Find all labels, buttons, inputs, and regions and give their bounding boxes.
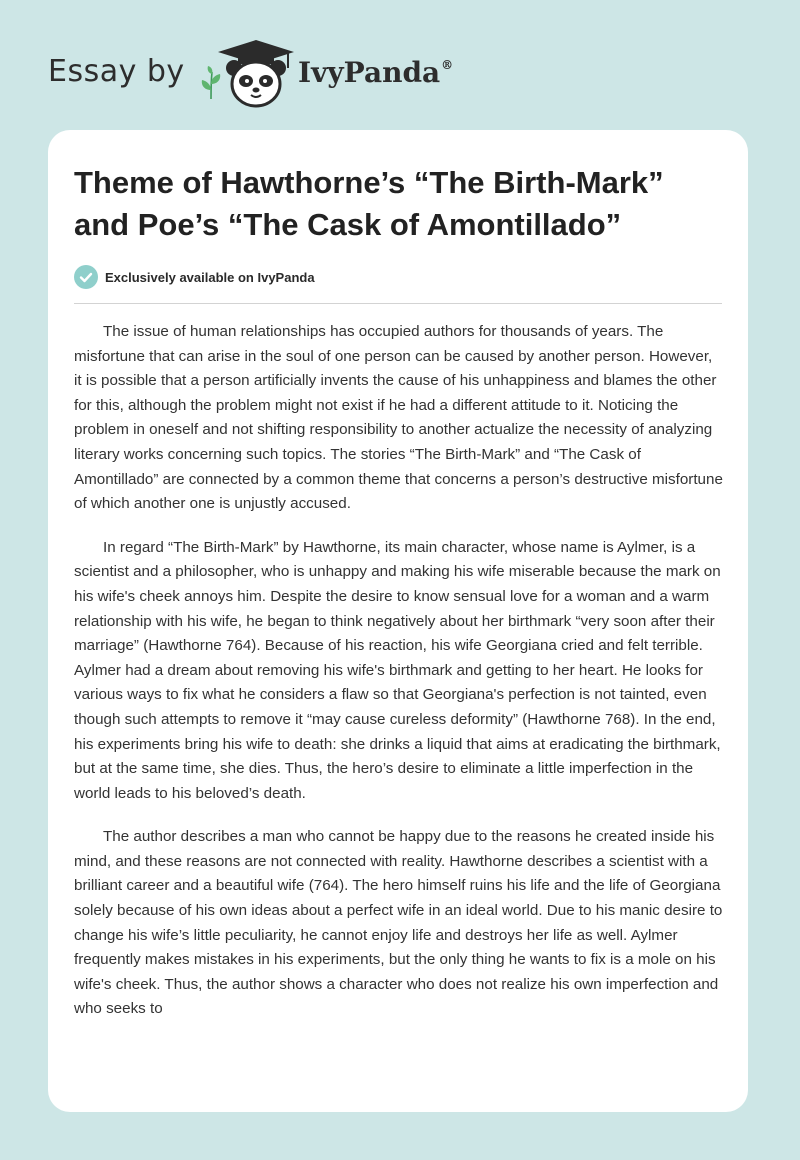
brand-name[interactable]: IvyPanda® (298, 56, 454, 89)
essay-title: Theme of Hawthorne’s “The Birth-Mark” and Poe’s “The Cask of Amontillado” (74, 165, 664, 242)
check-icon (74, 265, 98, 289)
paragraph: The issue of human relationships has occupied authors for thousands of years. The misfortune that can arise in the soul of one person can be caused by another person. However, it is possible that a person artificially invents the cause of his unhappiness and blames the other for this, although the problem might not exist if he had a different attitude to it. Noticing the problem in oneself and not shifting responsibility to another actualize the necessity of analyzing literary works concerning such topics. The stories “The Birth-Mark” and “The Cask of Amontillado” are connected by a common theme that concerns a person’s destructive misfortune of which another one is unjustly accused. (74, 323, 723, 513)
essay-by-label: Essay by (48, 54, 185, 89)
paragraph: The author describes a man who cannot be happy due to the reasons he created inside his mind, and these reasons are not connected with reality. Hawthorne describes a scientist with a brilliant career and a beautiful wife (764). The hero himself ruins his life and the life of Georgiana solely because of his own ideas about a perfect wife in an ideal world. Due to his manic desire to change his wife’s little peculiarity, he cannot enjoy life and destroys her life as well. Aylmer frequently makes mistakes in his experiments, but the only thing he wants to fix is a mole on his wife's cheek. Thus, the author shows a character who does not realize his own imperfection and who seeks to (74, 828, 723, 1018)
paragraph: In regard “The Birth-Mark” by Hawthorne, its main character, whose name is Aylmer, is a scientist and a philosopher, who is unhappy and making his wife miserable because the mark on his wife's cheek annoys him. Despite the desire to know sensual love for a woman and a warm relationship with his wife, he began to think negatively about her birthmark “very soon after their marriage” (Hawthorne 764). Because of his reaction, his wife Georgiana cried and felt terrible. Aylmer had a dream about removing his wife's birthmark and getting to her heart. He looks for various ways to fix what he considers a flaw so that Georgiana's perfection is not tainted, even though such attempts to remove it “may cause cureless deformity” (Hawthorne 768). In the end, his experiments bring his wife to death: she drinks a liquid that aims at eradicating the birthmark, but at the same time, she dies. Thus, the hero’s desire to eliminate a little imperfection in the world leads to his beloved’s death. (74, 538, 721, 802)
panda-icon (216, 38, 296, 110)
exclusive-label: Exclusively available on IvyPanda (105, 269, 315, 285)
site-header (48, 36, 568, 112)
title-divider (74, 303, 722, 304)
exclusive-badge (74, 264, 315, 290)
essay-card (48, 130, 748, 1112)
essay-body (74, 320, 724, 1041)
